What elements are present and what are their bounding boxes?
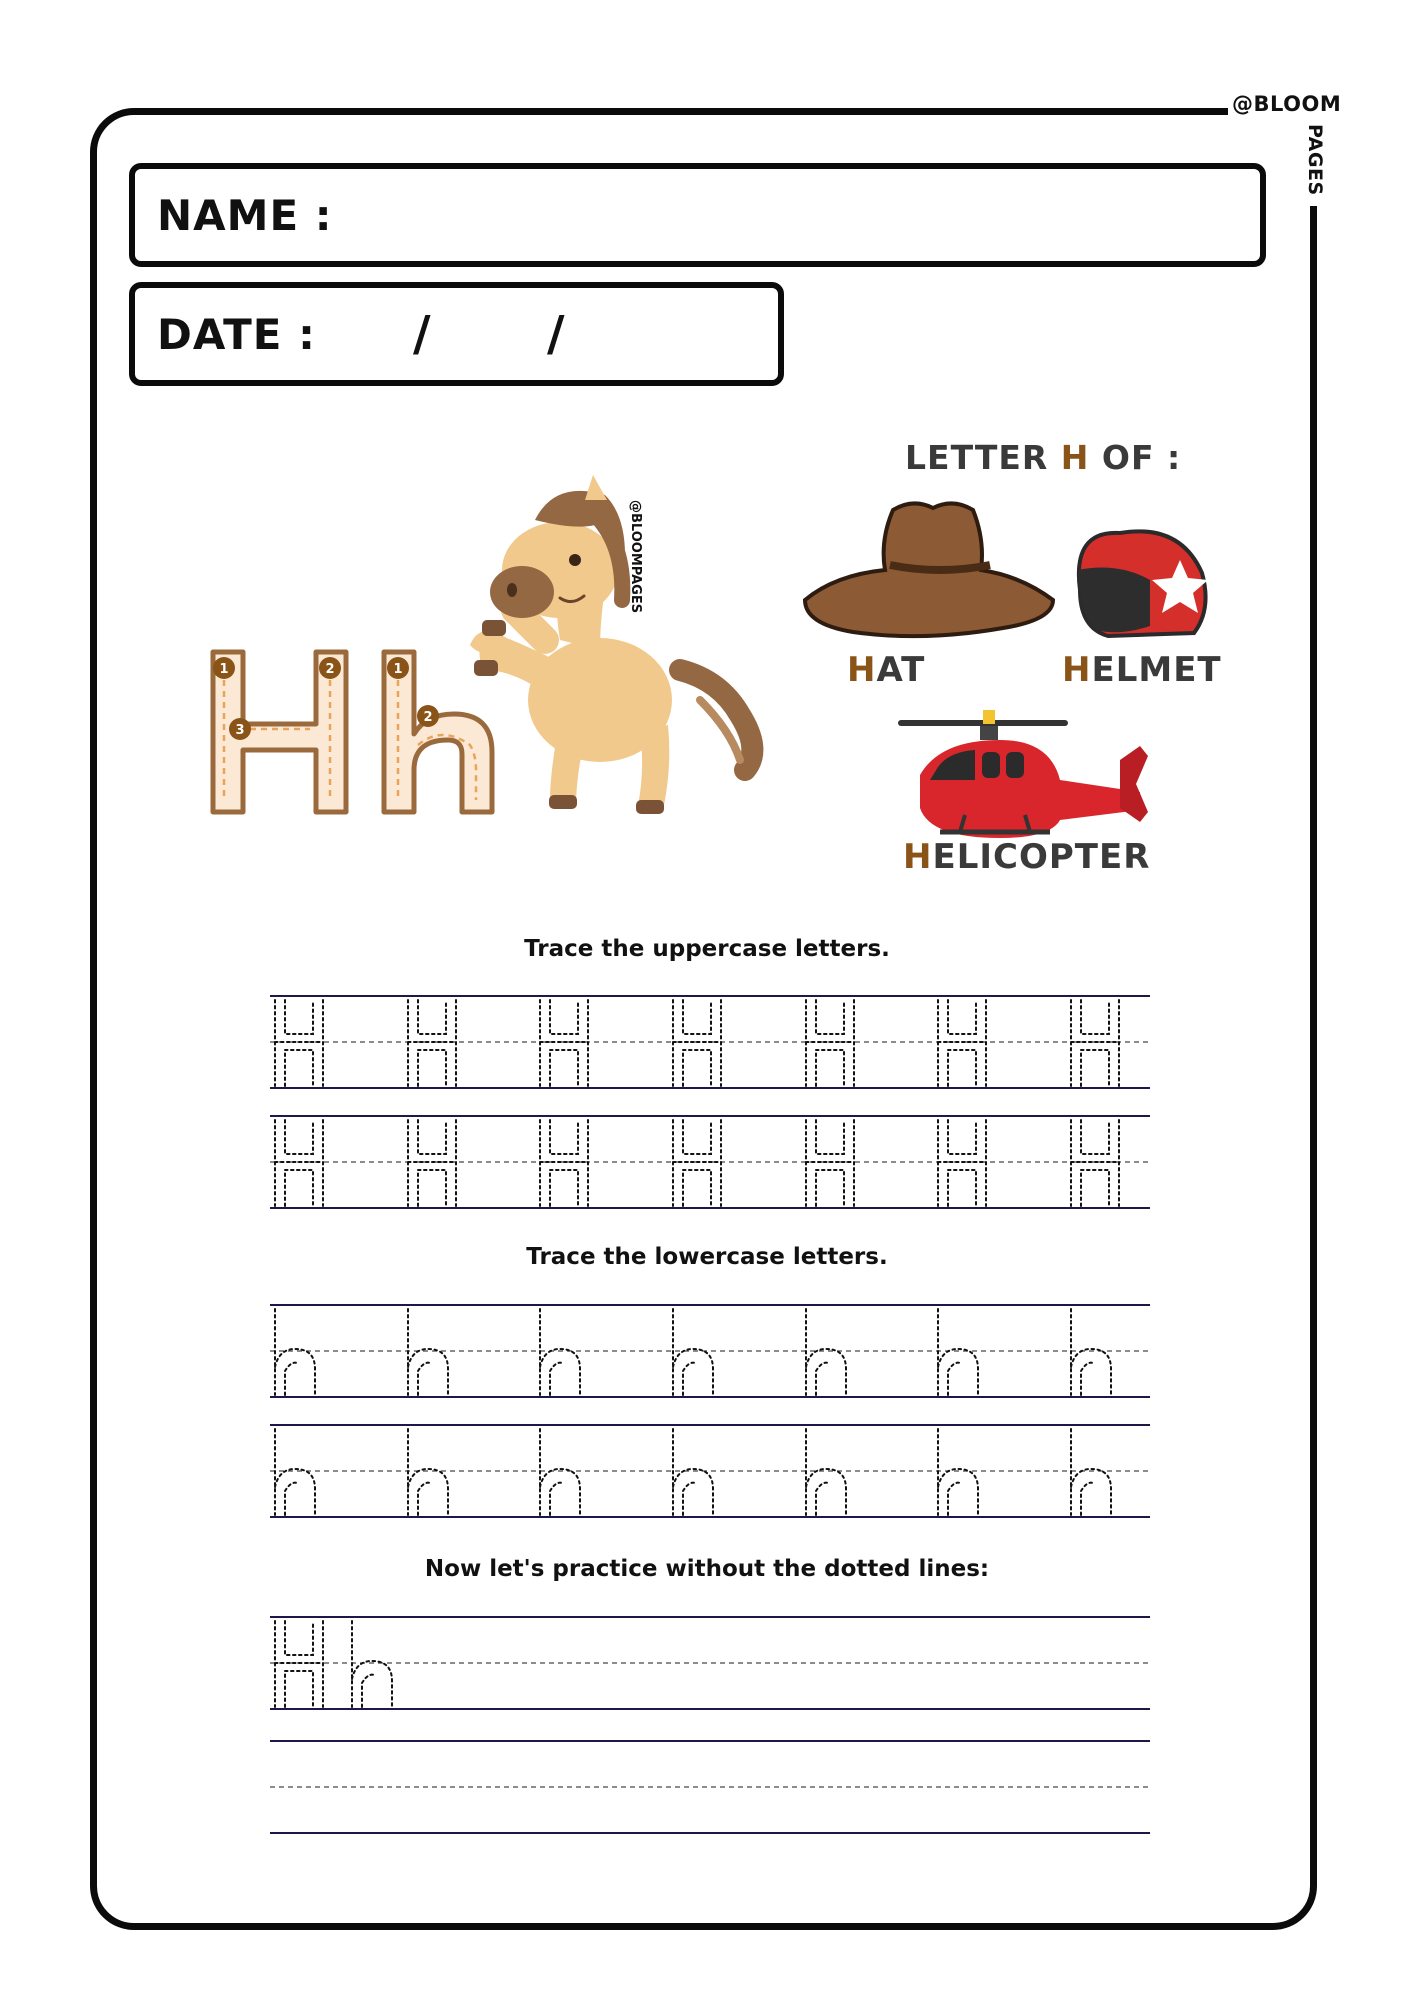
dotted-lowercase-h xyxy=(938,1429,978,1515)
uppercase-instruction: Trace the uppercase letters. xyxy=(524,936,890,962)
dotted-uppercase-h xyxy=(673,1000,721,1086)
dotted-uppercase-h xyxy=(408,1000,456,1086)
dotted-lowercase-h xyxy=(408,1429,448,1515)
dotted-lowercase-h xyxy=(938,1309,978,1395)
dotted-uppercase-h xyxy=(1071,1120,1119,1206)
stroke-number: 2 xyxy=(325,662,335,677)
dotted-uppercase-h xyxy=(673,1120,721,1206)
lowercase-instruction: Trace the lowercase letters. xyxy=(526,1244,888,1270)
dotted-uppercase-h xyxy=(275,1621,323,1707)
dotted-lowercase-h xyxy=(673,1429,713,1515)
dotted-lowercase-h xyxy=(806,1429,846,1515)
dotted-uppercase-h xyxy=(275,1120,323,1206)
dotted-uppercase-h xyxy=(408,1120,456,1206)
dotted-lowercase-h xyxy=(806,1309,846,1395)
dotted-lowercase-h xyxy=(540,1429,580,1515)
word-helicopter: HELICOPTER xyxy=(903,837,1151,877)
date-separator: / xyxy=(547,306,565,362)
stroke-number: 1 xyxy=(219,662,229,677)
name-label: NAME : xyxy=(157,191,333,240)
dotted-lowercase-h xyxy=(408,1309,448,1395)
stroke-number: 2 xyxy=(423,710,433,725)
dotted-uppercase-h xyxy=(806,1120,854,1206)
dotted-uppercase-h xyxy=(938,1000,986,1086)
dotted-lowercase-h xyxy=(275,1429,315,1515)
brand-name-top: @BLOOM xyxy=(1232,92,1342,116)
date-separator: / xyxy=(413,306,431,362)
brand-name-side: PAGES xyxy=(1304,124,1326,196)
dotted-uppercase-h xyxy=(1071,1000,1119,1086)
letter-of-title: LETTER H OF : xyxy=(905,438,1182,477)
dotted-uppercase-h xyxy=(275,1000,323,1086)
dotted-lowercase-h xyxy=(275,1309,315,1395)
dotted-uppercase-h xyxy=(540,1000,588,1086)
dotted-lowercase-h xyxy=(673,1309,713,1395)
word-helmet: HELMET xyxy=(1062,650,1222,690)
date-label: DATE : xyxy=(157,310,316,359)
dotted-lowercase-h xyxy=(1071,1309,1111,1395)
dotted-lowercase-h xyxy=(1071,1429,1111,1515)
dotted-lowercase-h xyxy=(540,1309,580,1395)
dotted-lowercase-h xyxy=(352,1621,392,1707)
stroke-number: 1 xyxy=(393,662,403,677)
dotted-uppercase-h xyxy=(806,1000,854,1086)
word-hat: HAT xyxy=(847,650,926,690)
free-practice-instruction: Now let's practice without the dotted lines: xyxy=(424,1556,990,1582)
dotted-uppercase-h xyxy=(938,1120,986,1206)
dotted-uppercase-h xyxy=(540,1120,588,1206)
illustration-watermark: @BLOOMPAGES xyxy=(628,500,643,614)
stroke-number: 3 xyxy=(235,723,245,738)
